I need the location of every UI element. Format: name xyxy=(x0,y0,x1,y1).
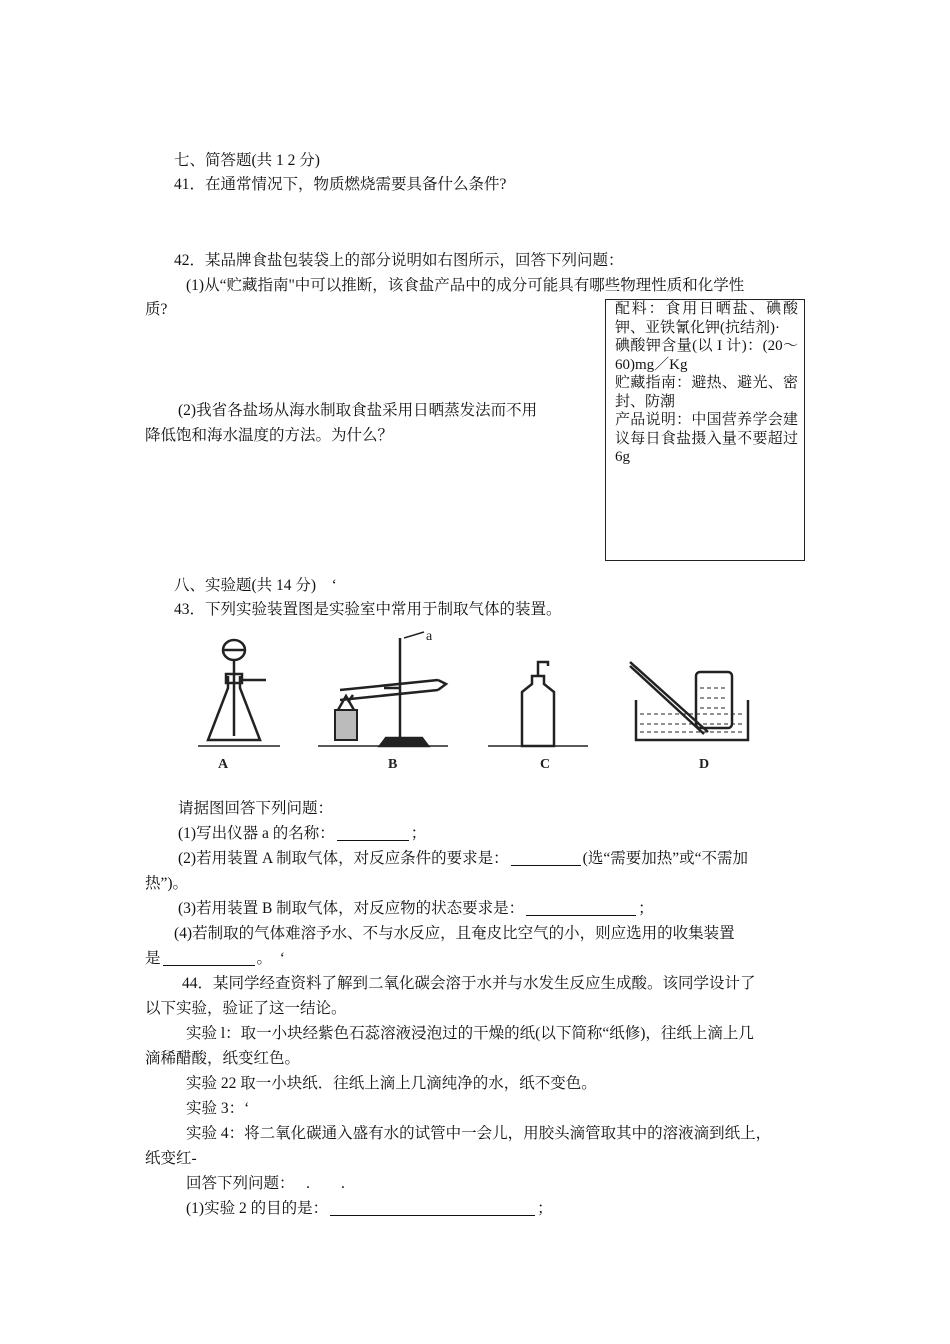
question-43-part3 xyxy=(178,898,654,920)
instrument-a-label: a xyxy=(426,629,433,644)
question-42-part1-line2: 质? xyxy=(145,301,168,318)
apparatus-label-b: B xyxy=(388,757,398,772)
apparatus-d-water-collection xyxy=(630,662,748,740)
question-42-part2-line1: (2)我省各盐场从海水制取食盐采用日晒蒸发法而不用 xyxy=(178,402,538,419)
label-storage-guide: 贮藏指南：避热、避光、密封、防潮 xyxy=(615,375,798,410)
question-44-part1 xyxy=(186,1198,553,1220)
question-43-part1-end: ； xyxy=(410,825,427,842)
answer-blank[interactable] xyxy=(526,899,636,916)
salt-package-label-box xyxy=(605,299,805,561)
apparatus-c-gas-bottle xyxy=(488,662,588,746)
question-43-prompt: 请据图回答下列问题： xyxy=(178,800,334,817)
question-44-intro-line2: 以下实验，验证了这一结论。 xyxy=(145,1000,347,1017)
section-7-heading: 七、简答题(共 1 2 分) xyxy=(174,152,320,169)
question-43: 43．下列实验装置图是实验室中常用于制取气体的装置。 xyxy=(174,601,562,618)
experiment-2: 实验 22 取一小块纸．往纸上滴上几滴纯净的水，纸不变色。 xyxy=(186,1075,597,1092)
question-43-part1-text: (1)写出仪器 a 的名称： xyxy=(178,825,335,842)
question-42-part2-line2: 降低饱和海水温度的方法。为什么？ xyxy=(145,427,394,444)
question-42-part1-line1: (1)从“贮藏指南"中可以推断，该食盐产品中的成分可能具有哪些物理性质和化学性 xyxy=(186,277,745,294)
question-43-part2 xyxy=(178,848,748,870)
answer-blank[interactable] xyxy=(337,824,409,841)
question-44-part1-end: ； xyxy=(537,1200,553,1217)
question-43-part4-line2 xyxy=(145,948,285,970)
question-43-part4-lead: 是 xyxy=(145,950,161,967)
question-43-part4-end: 。 ‘ xyxy=(256,950,285,967)
apparatus-a-flask-funnel xyxy=(198,640,280,746)
label-product-note: 产品说明：中国营养学会建议每日食盐摄入量不要超过 6g xyxy=(615,412,798,465)
question-43-part3-text: (3)若用装置 B 制取气体，对反应物的状态要求是： xyxy=(178,900,525,917)
question-41: 41．在通常情况下，物质燃烧需要具备什么条件? xyxy=(174,176,507,193)
label-ingredients: 配料：食用日晒盐、碘酸钾、亚铁氰化钾(抗结剂)· xyxy=(615,301,798,336)
question-44-part1-text: (1)实验 2 的目的是： xyxy=(186,1200,329,1217)
question-44-answer-prompt: 回答下列问题： . . xyxy=(186,1175,345,1192)
apparatus-label-a: A xyxy=(218,757,229,772)
question-43-part2-line2: 热”)。 xyxy=(145,875,189,892)
label-iodine-content: 碘酸钾含量(以 I 计)：(20～60)mg／Kg xyxy=(615,338,798,373)
question-43-part1 xyxy=(178,823,426,845)
experiment-1-line2: 滴稀醋酸，纸变红色。 xyxy=(145,1050,301,1067)
apparatus-label-d: D xyxy=(699,757,710,772)
apparatus-label-c: C xyxy=(540,757,551,772)
question-43-part4: (4)若制取的气体难溶予水、不与水反应，且奄皮比空气的小，则应选用的收集装置 xyxy=(174,925,735,942)
question-43-part2-text: (2)若用装置 A 制取气体，对反应条件的要求是： xyxy=(178,850,509,867)
experiment-3: 实验 3：‘ xyxy=(186,1100,250,1117)
answer-blank[interactable] xyxy=(330,1199,535,1216)
experiment-4-line1: 实验 4：将二氧化碳通入盛有水的试管中一会儿，用胶头滴管取其中的溶液滴到纸上， xyxy=(186,1125,772,1142)
answer-blank[interactable] xyxy=(163,949,255,966)
question-44-intro-line1: 44．某同学经查资料了解到二氧化碳会溶于水并与水发生反应生成酸。该同学设计了 xyxy=(182,975,756,992)
question-43-part2-end: (选“需要加热”或“不需加 xyxy=(582,850,748,867)
gas-apparatus-figure xyxy=(188,628,768,778)
answer-blank[interactable] xyxy=(511,849,581,866)
question-42-intro: 42．某品牌食盐包装袋上的部分说明如右图所示，回答下列问题： xyxy=(174,252,624,269)
section-8-heading: 八、实验题(共 14 分) ‘ xyxy=(174,577,337,594)
question-43-part3-end: ； xyxy=(638,900,654,917)
apparatus-b-heating xyxy=(318,632,448,746)
experiment-1-line1: 实验 l：取一小块经紫色石蕊溶液浸泡过的干燥的纸(以下简称“纸修)，往纸上滴上几 xyxy=(186,1025,754,1042)
experiment-4-line2: 纸变红- xyxy=(145,1150,197,1167)
